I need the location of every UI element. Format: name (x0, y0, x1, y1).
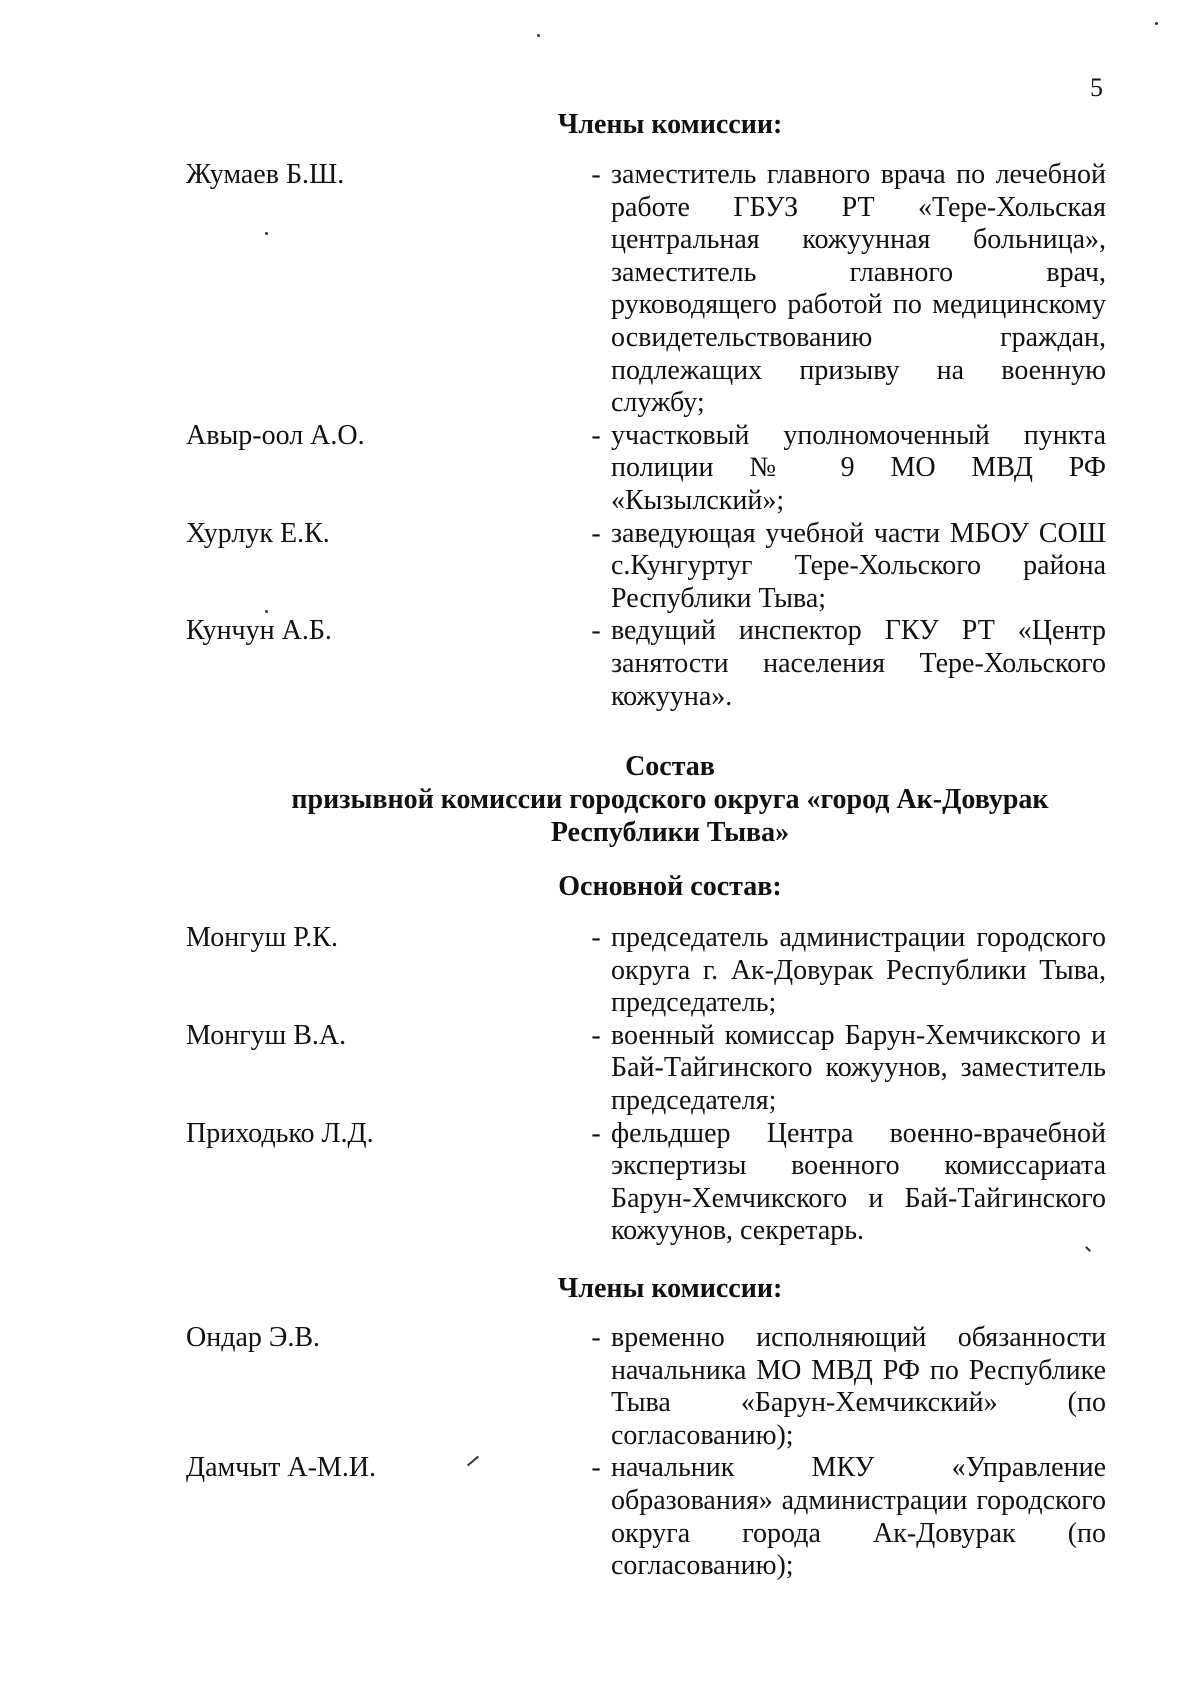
member-entry (186, 159, 1116, 420)
member-entry (186, 1118, 1116, 1248)
member-position: начальник МКУ «Управление образования» администрации городского округа города Ак-Довурак (по согласованию); (611, 1452, 1106, 1582)
member-entry (186, 1452, 1116, 1582)
member-name: Авыр-оол А.О. (186, 419, 365, 451)
member-entry (186, 922, 1116, 1020)
page-number: 5 (1090, 73, 1103, 102)
composition-title-line-3: Республики Тыва» (550, 817, 790, 848)
member-position: фельдшер Центра военно-врачебной экспертизы военного комиссариата Барун-Хемчикского и Бай-Тайгинского кожуунов, секретарь. (611, 1117, 1106, 1247)
members-heading (0, 108, 1200, 141)
main-composition-heading-text: Основной состав: (558, 871, 782, 902)
entry-dash: - (591, 615, 601, 647)
member-position: заместитель главного врача по лечебной работе ГБУЗ РТ «Тере-Хольская центральная кожуунная больница», заместитель главного врач, руководящего работой по медицинскому освидетельствованию граждан, подлежащих призыву на военную службу; (611, 159, 1106, 419)
member-entry (186, 420, 1116, 518)
member-position: временно исполняющий обязанности начальника МО МВД РФ по Республике Тыва «Барун-Хемчикский» (по согласованию); (611, 1322, 1106, 1451)
entry-dash: - (591, 1117, 601, 1149)
entry-dash: - (591, 517, 601, 549)
member-name: Жумаев Б.Ш. (186, 159, 345, 190)
member-name: Монгуш В.А. (186, 1019, 347, 1051)
member-position: участковый уполномоченный пункта полиции № 9 МО МВД РФ «Кызылский»; (611, 419, 1106, 516)
scan-speck (1155, 22, 1158, 25)
member-entry (186, 1322, 1116, 1452)
member-position: ведущий инспектор ГКУ РТ «Центр занятости населения Тере-Хольского кожууна». (611, 615, 1106, 712)
entry-dash: - (591, 1452, 601, 1484)
member-entry (186, 615, 1116, 713)
member-name: Кунчун А.Б. (186, 615, 332, 647)
member-name: Ондар Э.В. (186, 1322, 321, 1353)
member-entry (186, 518, 1116, 616)
member-entry (186, 1020, 1116, 1118)
members-list-2 (186, 1322, 1116, 1583)
main-composition-heading (0, 870, 1200, 903)
entry-dash: - (591, 1322, 601, 1353)
member-name: Приходько Л.Д. (186, 1117, 374, 1149)
composition-title (0, 750, 1200, 849)
composition-title-line-1: Состав (625, 751, 715, 782)
main-composition-list (186, 922, 1116, 1248)
entry-dash: - (591, 419, 601, 451)
members-list (186, 159, 1116, 713)
member-position: военный комиссар Барун-Хемчикского и Бай-Тайгинского кожуунов, заместитель председателя; (611, 1019, 1106, 1116)
member-name: Дамчыт А-М.И. (186, 1452, 377, 1484)
member-name: Монгуш Р.К. (186, 922, 338, 953)
members-heading-text: Члены комиссии: (557, 109, 783, 140)
member-position: заведующая учебной части МБОУ СОШ с.Кунгуртуг Тере-Хольского района Республики Тыва; (611, 517, 1106, 614)
entry-dash: - (591, 159, 601, 190)
member-position: председатель администрации городского округа г. Ак-Довурак Республики Тыва, председатель; (611, 922, 1106, 1019)
member-name: Хурлук Е.К. (186, 517, 330, 549)
members-heading-2 (0, 1272, 1200, 1305)
members-heading-2-text: Члены комиссии: (557, 1273, 783, 1304)
scan-speck (537, 34, 540, 37)
entry-dash: - (591, 1019, 601, 1051)
composition-title-line-2: призывной комиссии городского округа «город Ак-Довурак (291, 784, 1049, 815)
scan-speck (265, 232, 268, 235)
entry-dash: - (591, 922, 601, 953)
scan-speck (265, 610, 268, 613)
